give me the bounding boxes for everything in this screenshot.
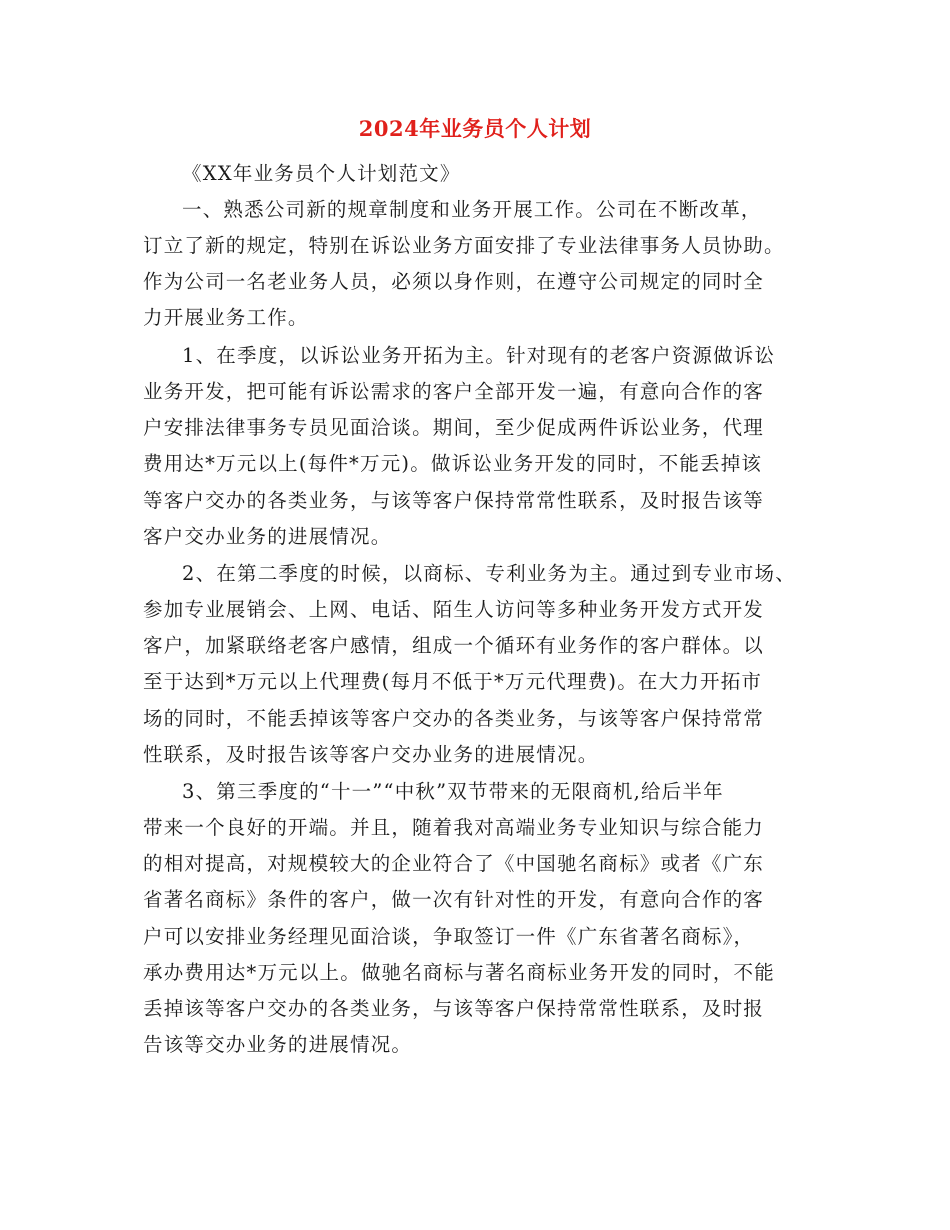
subtitle-line: 《XX年业务员个人计划范文》 <box>182 162 461 185</box>
paragraph-line: 3、第三季度的“十一”“中秋”双节带来的无限商机,给后半年 <box>182 780 724 803</box>
paragraph-line: 一、熟悉公司新的规章制度和业务开展工作。公司在不断改革， <box>182 198 762 221</box>
paragraph-line: 承办费用达*万元以上。做驰名商标与著名商标业务开发的同时，不能 <box>143 961 775 984</box>
paragraph-line: 2、在第二季度的时候，以商标、专利业务为主。通过到专业市场、 <box>182 562 796 585</box>
paragraph-line: 户安排法律事务专员见面洽谈。期间，至少促成两件诉讼业务，代理 <box>143 416 765 439</box>
document-title: 2024年业务员个人计划 <box>358 116 592 141</box>
paragraph-line: 告该等交办业务的进展情况。 <box>143 1033 413 1056</box>
paragraph-line: 场的同时，不能丢掉该等客户交办的各类业务，与该等客户保持常常 <box>143 707 765 730</box>
paragraph-line: 省著名商标》条件的客户，做一次有针对性的开发，有意向合作的客 <box>143 888 765 911</box>
paragraph-line: 客户，加紧联络老客户感情，组成一个循环有业务作的客户群体。以 <box>143 634 765 657</box>
paragraph-line: 费用达*万元以上(每件*万元)。做诉讼业务开发的同时，不能丢掉该 <box>143 452 763 475</box>
paragraph-line: 订立了新的规定，特别在诉讼业务方面安排了专业法律事务人员协助。 <box>143 234 785 257</box>
paragraph-line: 丢掉该等客户交办的各类业务，与该等客户保持常常性联系，及时报 <box>143 997 765 1020</box>
paragraph-line: 客户交办业务的进展情况。 <box>143 525 392 548</box>
paragraph-line: 性联系，及时报告该等客户交办业务的进展情况。 <box>143 743 599 766</box>
paragraph-line: 至于达到*万元以上代理费(每月不低于*万元代理费)。在大力开拓市 <box>143 670 763 693</box>
paragraph-line: 参加专业展销会、上网、电话、陌生人访问等多种业务开发方式开发 <box>143 598 765 621</box>
paragraph-line: 力开展业务工作。 <box>143 306 309 329</box>
paragraph-line: 户可以安排业务经理见面洽谈，争取签订一件《广东省著名商标》， <box>143 925 755 948</box>
paragraph-line: 等客户交办的各类业务，与该等客户保持常常性联系，及时报告该等 <box>143 489 765 512</box>
paragraph-line: 1、在季度，以诉讼业务开拓为主。针对现有的老客户资源做诉讼 <box>182 344 776 367</box>
paragraph-line: 的相对提高，对规模较大的企业符合了《中国驰名商标》或者《广东 <box>143 852 765 875</box>
paragraph-line: 带来一个良好的开端。并且，随着我对高端业务专业知识与综合能力 <box>143 816 765 839</box>
paragraph-line: 业务开发，把可能有诉讼需求的客户全部开发一遍，有意向合作的客 <box>143 380 765 403</box>
paragraph-line: 作为公司一名老业务人员，必须以身作则，在遵守公司规定的同时全 <box>143 270 765 293</box>
